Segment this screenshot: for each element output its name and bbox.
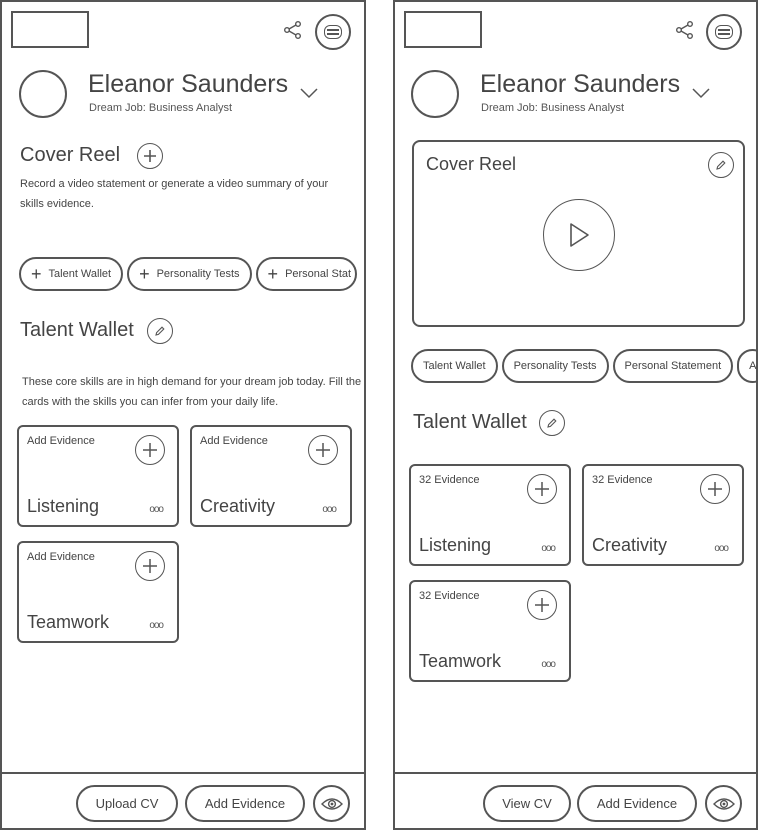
plus-icon — [314, 441, 332, 459]
chip-label: Personality Tests — [513, 360, 597, 372]
card-evidence-label: Add Evidence — [200, 435, 268, 447]
chip-personal-statement[interactable] — [256, 257, 358, 291]
category-chips — [19, 257, 357, 291]
card-skill-name: Teamwork — [419, 651, 502, 671]
eye-icon — [713, 797, 735, 811]
chip-label: Personal Statement — [624, 360, 722, 372]
edit-talent-wallet-button[interactable] — [147, 318, 173, 344]
category-chips — [411, 349, 758, 383]
plus-icon: + — [139, 264, 150, 284]
card-add-button[interactable] — [135, 435, 165, 465]
talent-wallet-title: Talent Wallet — [20, 319, 134, 341]
logo-placeholder — [404, 11, 482, 48]
cover-reel-title: Cover Reel — [20, 144, 121, 166]
add-cover-reel-button[interactable] — [137, 143, 163, 169]
more-options-icon[interactable]: ooo — [322, 504, 336, 515]
card-evidence-count: 32 Evidence — [419, 590, 480, 602]
edit-cover-reel-button[interactable] — [708, 152, 734, 178]
card-add-button[interactable] — [700, 474, 730, 504]
more-options-icon[interactable]: ooo — [541, 543, 555, 554]
eye-icon — [321, 797, 343, 811]
cover-reel-description: Record a video statement or generate a video summary of your skills evidence. — [20, 178, 329, 210]
plus-icon — [706, 480, 724, 498]
bottom-action-bar — [2, 772, 364, 830]
menu-button[interactable] — [706, 14, 742, 50]
card-skill-name: Creativity — [592, 535, 668, 555]
play-icon — [566, 221, 592, 249]
card-evidence-label: Add Evidence — [27, 435, 95, 447]
avatar[interactable] — [19, 70, 67, 118]
bottom-action-bar — [395, 772, 756, 830]
preview-button[interactable] — [313, 785, 350, 822]
card-add-button[interactable] — [527, 474, 557, 504]
talent-wallet-description: These core skills are in high demand for your dream job today. Fill the cards with the skills you can infer from your daily life. — [22, 376, 362, 408]
chip-label: A — [749, 360, 757, 372]
pencil-icon — [546, 417, 558, 429]
skill-card-listening[interactable] — [17, 425, 179, 527]
chevron-down-icon[interactable] — [299, 86, 319, 100]
dream-job-label: Dream Job: Business Analyst — [89, 102, 233, 114]
play-button[interactable] — [543, 199, 615, 271]
card-skill-name: Teamwork — [27, 612, 110, 632]
plus-icon: + — [267, 264, 279, 284]
share-icon[interactable] — [675, 20, 695, 40]
menu-icon — [715, 25, 733, 39]
chip-more[interactable] — [737, 349, 758, 383]
preview-button[interactable] — [705, 785, 742, 822]
add-evidence-button[interactable]: Add Evidence — [185, 785, 305, 822]
card-evidence-label: Add Evidence — [27, 551, 95, 563]
profile-name: Eleanor Saunders — [88, 70, 289, 98]
chip-talent-wallet[interactable] — [19, 257, 123, 291]
card-skill-name: Creativity — [200, 496, 276, 516]
plus-icon — [533, 596, 551, 614]
card-skill-name: Listening — [419, 535, 492, 555]
pencil-icon — [154, 325, 166, 337]
skill-card-teamwork[interactable] — [17, 541, 179, 643]
chevron-down-icon[interactable] — [691, 86, 711, 100]
menu-button[interactable] — [315, 14, 351, 50]
chip-personality-tests[interactable] — [502, 349, 609, 383]
card-evidence-count: 32 Evidence — [592, 474, 653, 486]
skill-card-listening[interactable] — [409, 464, 571, 566]
avatar[interactable] — [411, 70, 459, 118]
cover-reel-player[interactable] — [412, 140, 745, 327]
chip-label: Talent Wallet — [423, 360, 486, 372]
plus-icon — [533, 480, 551, 498]
dream-job-label: Dream Job: Business Analyst — [481, 102, 625, 114]
card-evidence-count: 32 Evidence — [419, 474, 480, 486]
more-options-icon[interactable]: ooo — [149, 504, 163, 515]
card-add-button[interactable] — [135, 551, 165, 581]
chip-label: Personality Tests — [156, 268, 240, 280]
card-add-button[interactable] — [308, 435, 338, 465]
card-skill-name: Listening — [27, 496, 100, 516]
chip-personality-tests[interactable] — [127, 257, 251, 291]
skill-card-creativity[interactable] — [582, 464, 744, 566]
card-add-button[interactable] — [527, 590, 557, 620]
plus-icon — [142, 148, 158, 164]
pencil-icon — [715, 159, 727, 171]
upload-cv-button[interactable]: Upload CV — [76, 785, 178, 822]
profile-name: Eleanor Saunders — [480, 70, 681, 98]
talent-wallet-title: Talent Wallet — [413, 411, 527, 433]
screen-profile-filled — [393, 0, 758, 830]
menu-icon — [324, 25, 342, 39]
plus-icon — [141, 557, 159, 575]
chip-label: Talent Wallet — [48, 268, 112, 280]
chip-talent-wallet[interactable] — [411, 349, 498, 383]
view-cv-button[interactable]: View CV — [483, 785, 571, 822]
share-icon[interactable] — [283, 20, 303, 40]
add-evidence-button[interactable]: Add Evidence — [577, 785, 697, 822]
cover-reel-title: Cover Reel — [426, 154, 517, 174]
more-options-icon[interactable]: ooo — [149, 620, 163, 631]
skill-card-creativity[interactable] — [190, 425, 352, 527]
more-options-icon[interactable]: ooo — [714, 543, 728, 554]
chip-label: Personal Stat — [285, 268, 352, 280]
edit-talent-wallet-button[interactable] — [539, 410, 565, 436]
skill-card-teamwork[interactable] — [409, 580, 571, 682]
chip-personal-statement[interactable] — [613, 349, 734, 383]
screen-profile-empty — [0, 0, 366, 830]
more-options-icon[interactable]: ooo — [541, 659, 555, 670]
logo-placeholder — [11, 11, 89, 48]
plus-icon: + — [31, 264, 42, 284]
plus-icon — [141, 441, 159, 459]
